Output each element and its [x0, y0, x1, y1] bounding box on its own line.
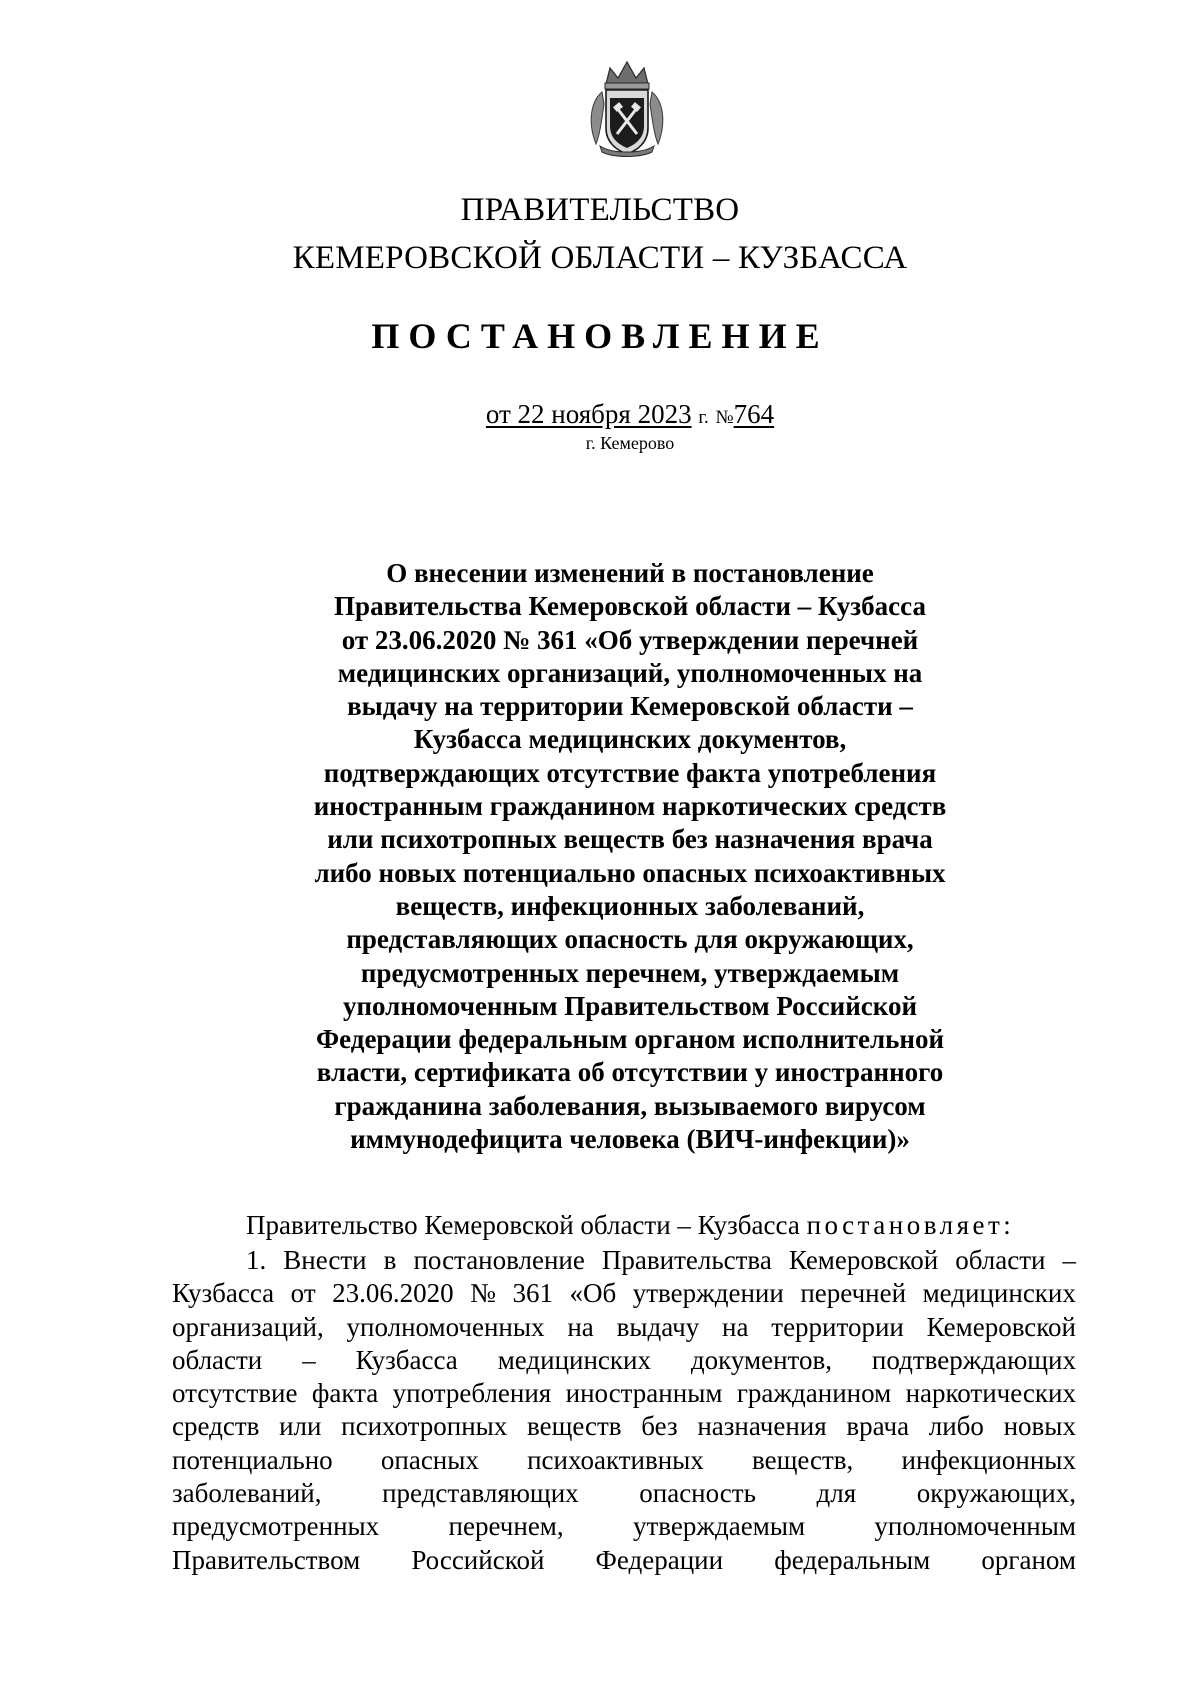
title-line: представляющих опасность для окружающих, — [346, 924, 914, 955]
paragraph-word: утверждаемым — [633, 1511, 806, 1542]
intro-line — [172, 1209, 1076, 1242]
paragraph-line — [172, 1311, 1076, 1344]
paragraph-word: употребления — [392, 1378, 552, 1409]
paragraph-word: «Об — [569, 1278, 617, 1309]
paragraph-word: 1. — [246, 1245, 267, 1275]
paragraph-word: медицинских — [497, 1344, 651, 1375]
paragraph-word: Кемеровской — [926, 1311, 1076, 1342]
city-name: г. Кемерово — [585, 433, 675, 453]
paragraph-word: Кузбасса — [172, 1278, 275, 1309]
paragraph-word: новых — [1003, 1411, 1076, 1442]
paragraph-word: Федерации — [595, 1544, 724, 1575]
paragraph-word: территории — [771, 1311, 904, 1342]
paragraph-word: подтверждающих — [871, 1344, 1076, 1375]
paragraph-word: заболеваний, — [172, 1478, 322, 1509]
government-name-line-1: ПРАВИТЕЛЬСТВО — [460, 192, 740, 228]
paragraph-line — [172, 1244, 1076, 1277]
paragraph-word: медицинских — [922, 1278, 1076, 1309]
document-date: от 22 ноября 2023 — [485, 399, 692, 429]
paragraph-line — [172, 1377, 1076, 1410]
paragraph-word: веществ — [527, 1411, 622, 1442]
paragraph-line — [172, 1444, 1076, 1477]
paragraph-word: перечнем, — [448, 1511, 564, 1542]
paragraph-line — [172, 1277, 1076, 1310]
paragraph-word: области — [955, 1245, 1046, 1275]
paragraph-word: веществ, — [752, 1444, 854, 1475]
paragraph-word: потенциально — [172, 1444, 333, 1475]
paragraph-line — [172, 1477, 1076, 1510]
title-line: Федерации федеральным органом исполнительной — [315, 1024, 945, 1055]
paragraph-word: либо — [928, 1411, 984, 1442]
government-name-line-2: КЕМЕРОВСКОЙ ОБЛАСТИ – КУЗБАССА — [292, 240, 908, 276]
paragraph-word: – — [1062, 1245, 1076, 1275]
paragraph-word: организаций, — [172, 1311, 324, 1342]
number-sign: № — [715, 407, 734, 428]
paragraph-word: уполномоченным — [874, 1511, 1076, 1542]
paragraph-word: перечней — [800, 1278, 907, 1309]
paragraph-word: факта — [311, 1378, 379, 1409]
paragraph-word: иностранным — [565, 1378, 723, 1409]
document-title — [250, 557, 1010, 1156]
paragraph-word: на — [567, 1311, 594, 1342]
paragraph-word: для — [816, 1478, 857, 1509]
paragraph-word: 23.06.2020 — [332, 1278, 454, 1309]
paragraph-word: федеральным — [774, 1544, 931, 1575]
paragraph-word: гражданином — [736, 1378, 892, 1409]
paragraph-word: Кемеровской — [788, 1245, 939, 1275]
title-line: иммунодефицита человека (ВИЧ-инфекции)» — [350, 1124, 910, 1155]
intro-text: Правительство Кемеровской области – Кузбасса — [246, 1210, 800, 1240]
title-line: Правительства Кемеровской области – Кузбасса — [334, 591, 926, 622]
title-line: О внесении изменений в постановление — [386, 558, 874, 588]
paragraph-1 — [172, 1244, 1076, 1577]
paragraph-line — [172, 1344, 1076, 1377]
paragraph-line — [172, 1544, 1076, 1577]
title-line: или психотропных веществ без назначения врача — [327, 824, 933, 855]
date-number-line — [0, 398, 1200, 434]
paragraph-word: области — [172, 1344, 263, 1375]
paragraph-word: окружающих, — [916, 1478, 1076, 1509]
paragraph-word: на — [722, 1311, 749, 1342]
title-line: выдачу на территории Кемеровской области – — [347, 691, 913, 722]
paragraph-line — [172, 1410, 1076, 1443]
paragraph-word: Внести — [283, 1245, 367, 1275]
paragraph-word: № — [470, 1278, 496, 1309]
paragraph-word: предусмотренных — [172, 1511, 380, 1542]
paragraph-word: наркотических — [905, 1378, 1076, 1409]
title-line: Кузбасса медицинских документов, — [413, 724, 847, 755]
paragraph-word: представляющих — [382, 1478, 579, 1509]
paragraph-word: – — [302, 1344, 316, 1375]
paragraph-word: утверждении — [632, 1278, 784, 1309]
paragraph-word: в — [383, 1245, 397, 1275]
paragraph-word: врача — [846, 1411, 910, 1442]
document-number: 764 — [733, 399, 775, 429]
title-line: уполномоченным Правительством Российской — [342, 990, 917, 1021]
paragraph-word: 361 — [512, 1278, 553, 1309]
title-line: либо новых потенциально опасных психоактивных — [314, 857, 946, 888]
paragraph-word: опасных — [380, 1444, 479, 1475]
paragraph-word: без — [641, 1411, 678, 1442]
paragraph-word: документов, — [690, 1344, 832, 1375]
paragraph-word: опасность — [639, 1478, 756, 1509]
paragraph-word: средств — [172, 1411, 260, 1442]
title-line: власти, сертификата об отсутствии у иностранного — [316, 1057, 944, 1088]
title-line: предусмотренных перечнем, утверждаемым — [360, 957, 900, 988]
paragraph-word: Правительства — [601, 1245, 772, 1275]
paragraph-word: уполномоченных — [346, 1311, 545, 1342]
title-line: от 23.06.2020 № 361 «Об утверждении перечней — [341, 624, 919, 655]
document-type-heading: ПОСТАНОВЛЕНИЕ — [371, 316, 829, 356]
paragraph-word: психоактивных — [527, 1444, 704, 1475]
paragraph-word: инфекционных — [901, 1444, 1076, 1475]
decree-word: постановляет: — [806, 1210, 1015, 1240]
paragraph-word: постановление — [413, 1245, 585, 1275]
paragraph-word: назначения — [697, 1411, 827, 1442]
paragraph-word: от — [290, 1278, 316, 1309]
paragraph-word: Российской — [411, 1544, 545, 1575]
paragraph-word: отсутствие — [172, 1378, 298, 1409]
title-line: веществ, инфекционных заболеваний, — [395, 890, 865, 921]
paragraph-word: органом — [981, 1544, 1076, 1575]
title-line: подтверждающих отсутствие факта употребления — [323, 757, 937, 788]
title-line: иностранным гражданином наркотических средств — [313, 791, 947, 822]
title-line: гражданина заболевания, вызываемого вирусом — [334, 1090, 926, 1121]
paragraph-word: выдачу — [616, 1311, 700, 1342]
coat-of-arms-icon — [582, 58, 672, 158]
paragraph-line — [172, 1510, 1076, 1543]
paragraph-word: Кузбасса — [355, 1344, 458, 1375]
paragraph-word: Правительством — [172, 1544, 361, 1575]
paragraph-word: психотропных — [341, 1411, 508, 1442]
paragraph-word: или — [279, 1411, 322, 1442]
year-suffix: г. — [698, 407, 709, 428]
title-line: медицинских организаций, уполномоченных на — [337, 657, 923, 688]
